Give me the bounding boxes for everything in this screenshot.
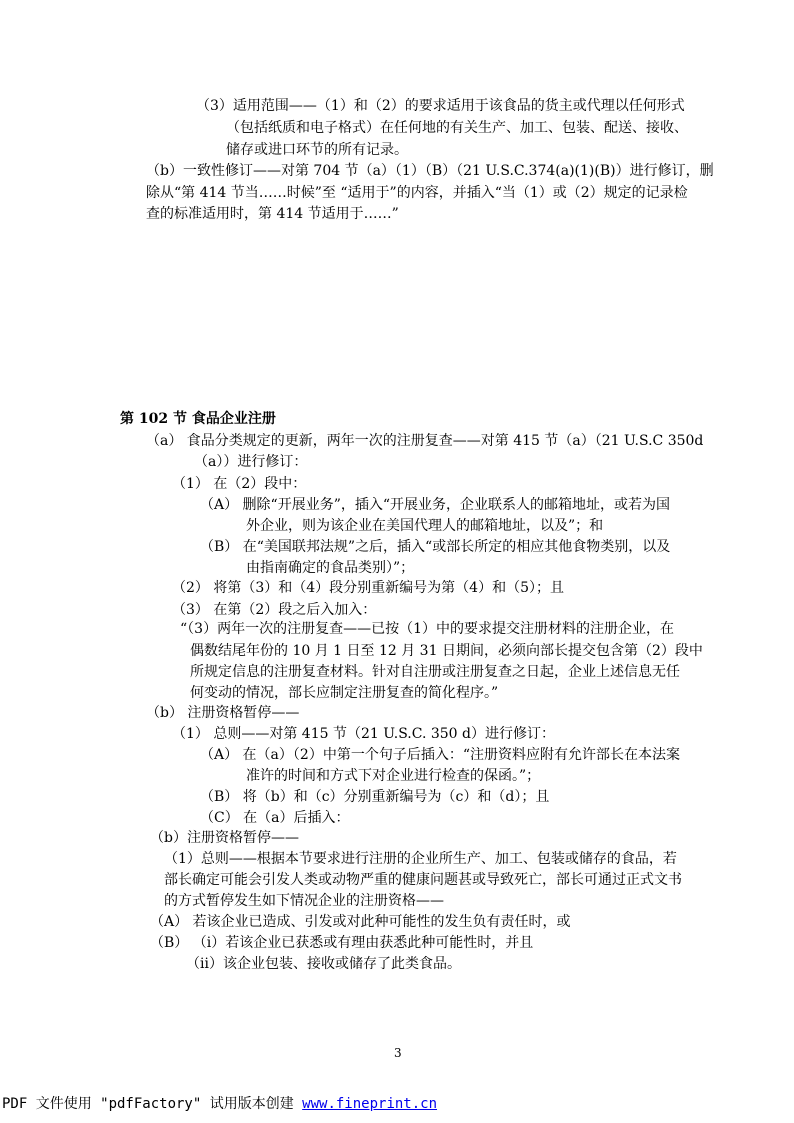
text-line: （A） 删除“开展业务”，插入“开展业务，企业联系人的邮箱地址，或若为国 (200, 497, 671, 513)
text-line: （A） 若该企业已造成、引发或对此种可能性的发生负有责任时，或 (150, 914, 571, 930)
text-line: 除从“第 414 节当……时候”至 “适用于”的内容，并插入“当（1）或（2）规定的记录检 (146, 185, 688, 201)
text-line: 查的标准适用时，第 414 节适用于……” (146, 206, 399, 222)
text-line: 的方式暂停发生如下情况企业的注册资格—— (164, 893, 444, 909)
text-line: （1）总则——根据本节要求进行注册的企业所生产、加工、包装或储存的食品，若 (164, 851, 677, 867)
text-line: 外企业，则为该企业在美国代理人的邮箱地址，以及”；和 (246, 518, 604, 534)
footer-text: PDF 文件使用 "pdfFactory" 试用版本创建 (2, 1096, 303, 1112)
text-line: （3）适用范围——（1）和（2）的要求适用于该食品的货主或代理以任何形式 (196, 98, 685, 114)
text-line: （b）注册资格暂停—— (150, 830, 299, 846)
text-line: 部长确定可能会引发人类或动物严重的健康问题甚或导致死亡，部长可通过正式文书 (164, 872, 682, 888)
text-line: 储存或进口环节的所有记录。 (226, 142, 408, 158)
text-line: （1） 在（2）段中： (172, 476, 307, 492)
footer-link[interactable]: www.fineprint.cn (302, 1096, 438, 1112)
text-line: （包括纸质和电子格式）在任何地的有关生产、加工、包装、配送、接收、 (226, 120, 688, 136)
text-line: （1） 总则——对第 415 节（21 U.S.C. 350 d）进行修订： (172, 726, 555, 742)
text-line: （2） 将第（3）和（4）段分别重新编号为第（4）和（5）；且 (172, 580, 564, 596)
page-number: 3 (394, 1046, 402, 1060)
text-line: 准许的时间和方式下对企业进行检查的保函。”； (246, 768, 541, 784)
text-line: （A） 在（a）（2）中第一个句子后插入：“注册资料应附有允许部长在本法案 (200, 747, 680, 763)
text-line: （b）一致性修订——对第 704 节（a）（1）（B）（21 U.S.C.374(a)(1)(B)）进行修订，删 (146, 163, 714, 179)
text-line: 由指南确定的食品类别）”； (246, 560, 415, 576)
text-line: （ⅱ）该企业包装、接收或储存了此类食品。 (186, 956, 461, 972)
text-line: （3） 在第（2）段之后入加入： (172, 602, 377, 618)
pdf-footer (2, 1093, 437, 1113)
text-line: “（3）两年一次的注册复查——已按（1）中的要求提交注册材料的注册企业，在 (180, 621, 674, 637)
text-line: （a） 食品分类规定的更新，两年一次的注册复查——对第 415 节（a）（21 U.S.C 350d (146, 433, 704, 449)
text-line: （B） 在“美国联邦法规”之后，插入“或部长所定的相应其他食物类别，以及 (200, 539, 671, 555)
text-line: （a））进行修订： (194, 454, 308, 470)
text-line: （C） 在（a）后插入： (200, 810, 350, 826)
text-line: （b） 注册资格暂停—— (146, 705, 300, 721)
section-heading: 第 102 节 食品企业注册 (120, 411, 276, 427)
text-line: （B） （ⅰ）若该企业已获悉或有理由获悉此种可能性时，并且 (150, 935, 534, 951)
text-line: 所规定信息的注册复查材料。针对自注册或注册复查之日起，企业上述信息无任 (190, 664, 680, 680)
text-line: 偶数结尾年份的 10 月 1 日至 12 月 31 日期间，必须向部长提交包含第（2）段中 (190, 643, 703, 659)
text-line: （B） 将（b）和（c）分别重新编号为（c）和（d）；且 (200, 789, 550, 805)
text-line: 何变动的情况，部长应制定注册复查的简化程序。” (190, 685, 499, 701)
